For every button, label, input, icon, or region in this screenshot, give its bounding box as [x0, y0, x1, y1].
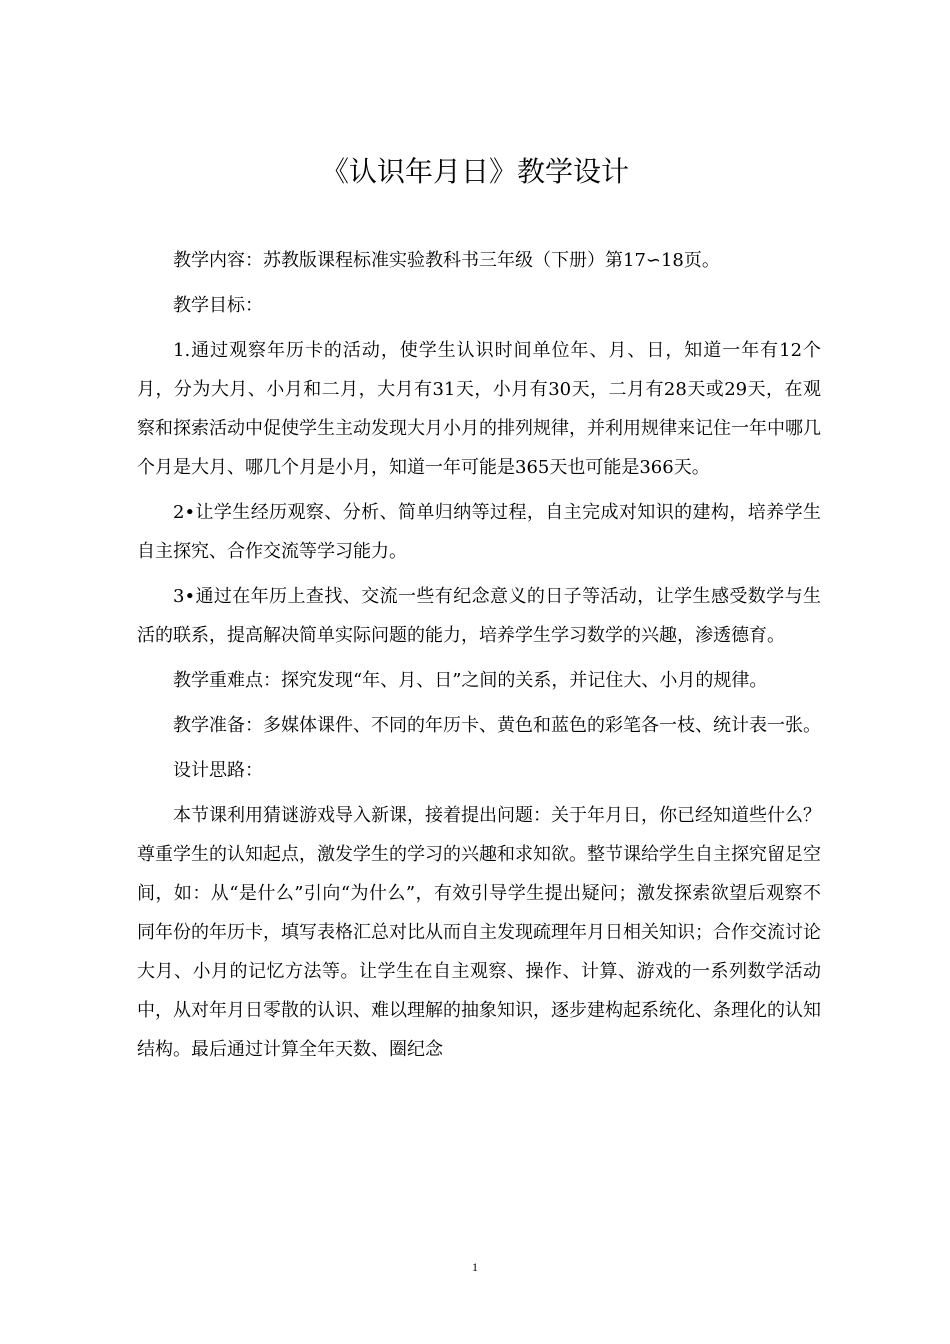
paragraph-goal-3: 3•通过在年历上查找、交流一些有纪念意义的日子等活动，让学生感受数学与生活的联系，提高解决简单实际问题的能力，培养学生学习数学的兴趣，渗透德育。 [137, 586, 821, 646]
paragraph-goal-2: 2•让学生经历观察、分析、简单归纳等过程，自主完成对知识的建构，培养学生自主探究、合作交流等学习能力。 [137, 502, 821, 562]
paragraph-design-heading: 设计思路： [173, 760, 263, 781]
document-body [137, 241, 821, 1075]
document-title: 《认识年月日》教学设计 [320, 155, 629, 188]
paragraph-goal-1: 1.通过观察年历卡的活动，使学生认识时间单位年、月、日，知道一年有12个月，分为大月、小月和二月，大月有31天，小月有30天，二月有28天或29天，在观察和探索活动中促使学生主动发现大月小月的排列规律，并利用规律来记住一年中哪几个月是大月、哪几个月是小月，知道一年可能是365天也可能是366天。 [137, 340, 821, 478]
page-number: 1 [472, 1260, 478, 1274]
paragraph-key-points: 教学重难点：探究发现“年、月、日”之间的关系，并记住大、小月的规律。 [173, 670, 768, 691]
paragraph-preparation: 教学准备：多媒体课件、不同的年历卡、黄色和蓝色的彩笔各一枝、统计表一张。 [173, 715, 821, 736]
paragraph-design-body: 本节课利用猜谜游戏导入新课，接着提出问题：关于年月日，你已经知道些什么？尊重学生的认知起点，激发学生的学习的兴趣和求知欲。整节课给学生自主探究留足空间，如：从“是什么”引向“为什么”，有效引导学生提出疑问；激发探索欲望后观察不同年份的年历卡，填写表格汇总对比从而自主发现疏理年月日相关知识；合作交流讨论大月、小月的记忆方法等。让学生在自主观察、操作、计算、游戏的一系列数学活动中，从对年月日零散的认识、难以理解的抽象知识，逐步建构起系统化、条理化的认知结构。最后通过计算全年天数、圈纪念 [137, 805, 821, 1060]
paragraph-teaching-goals-heading: 教学目标： [173, 295, 263, 316]
paragraph-teaching-content: 教学内容：苏教版课程标准实验教科书三年级（下册）第17∽18页。 [173, 250, 720, 271]
